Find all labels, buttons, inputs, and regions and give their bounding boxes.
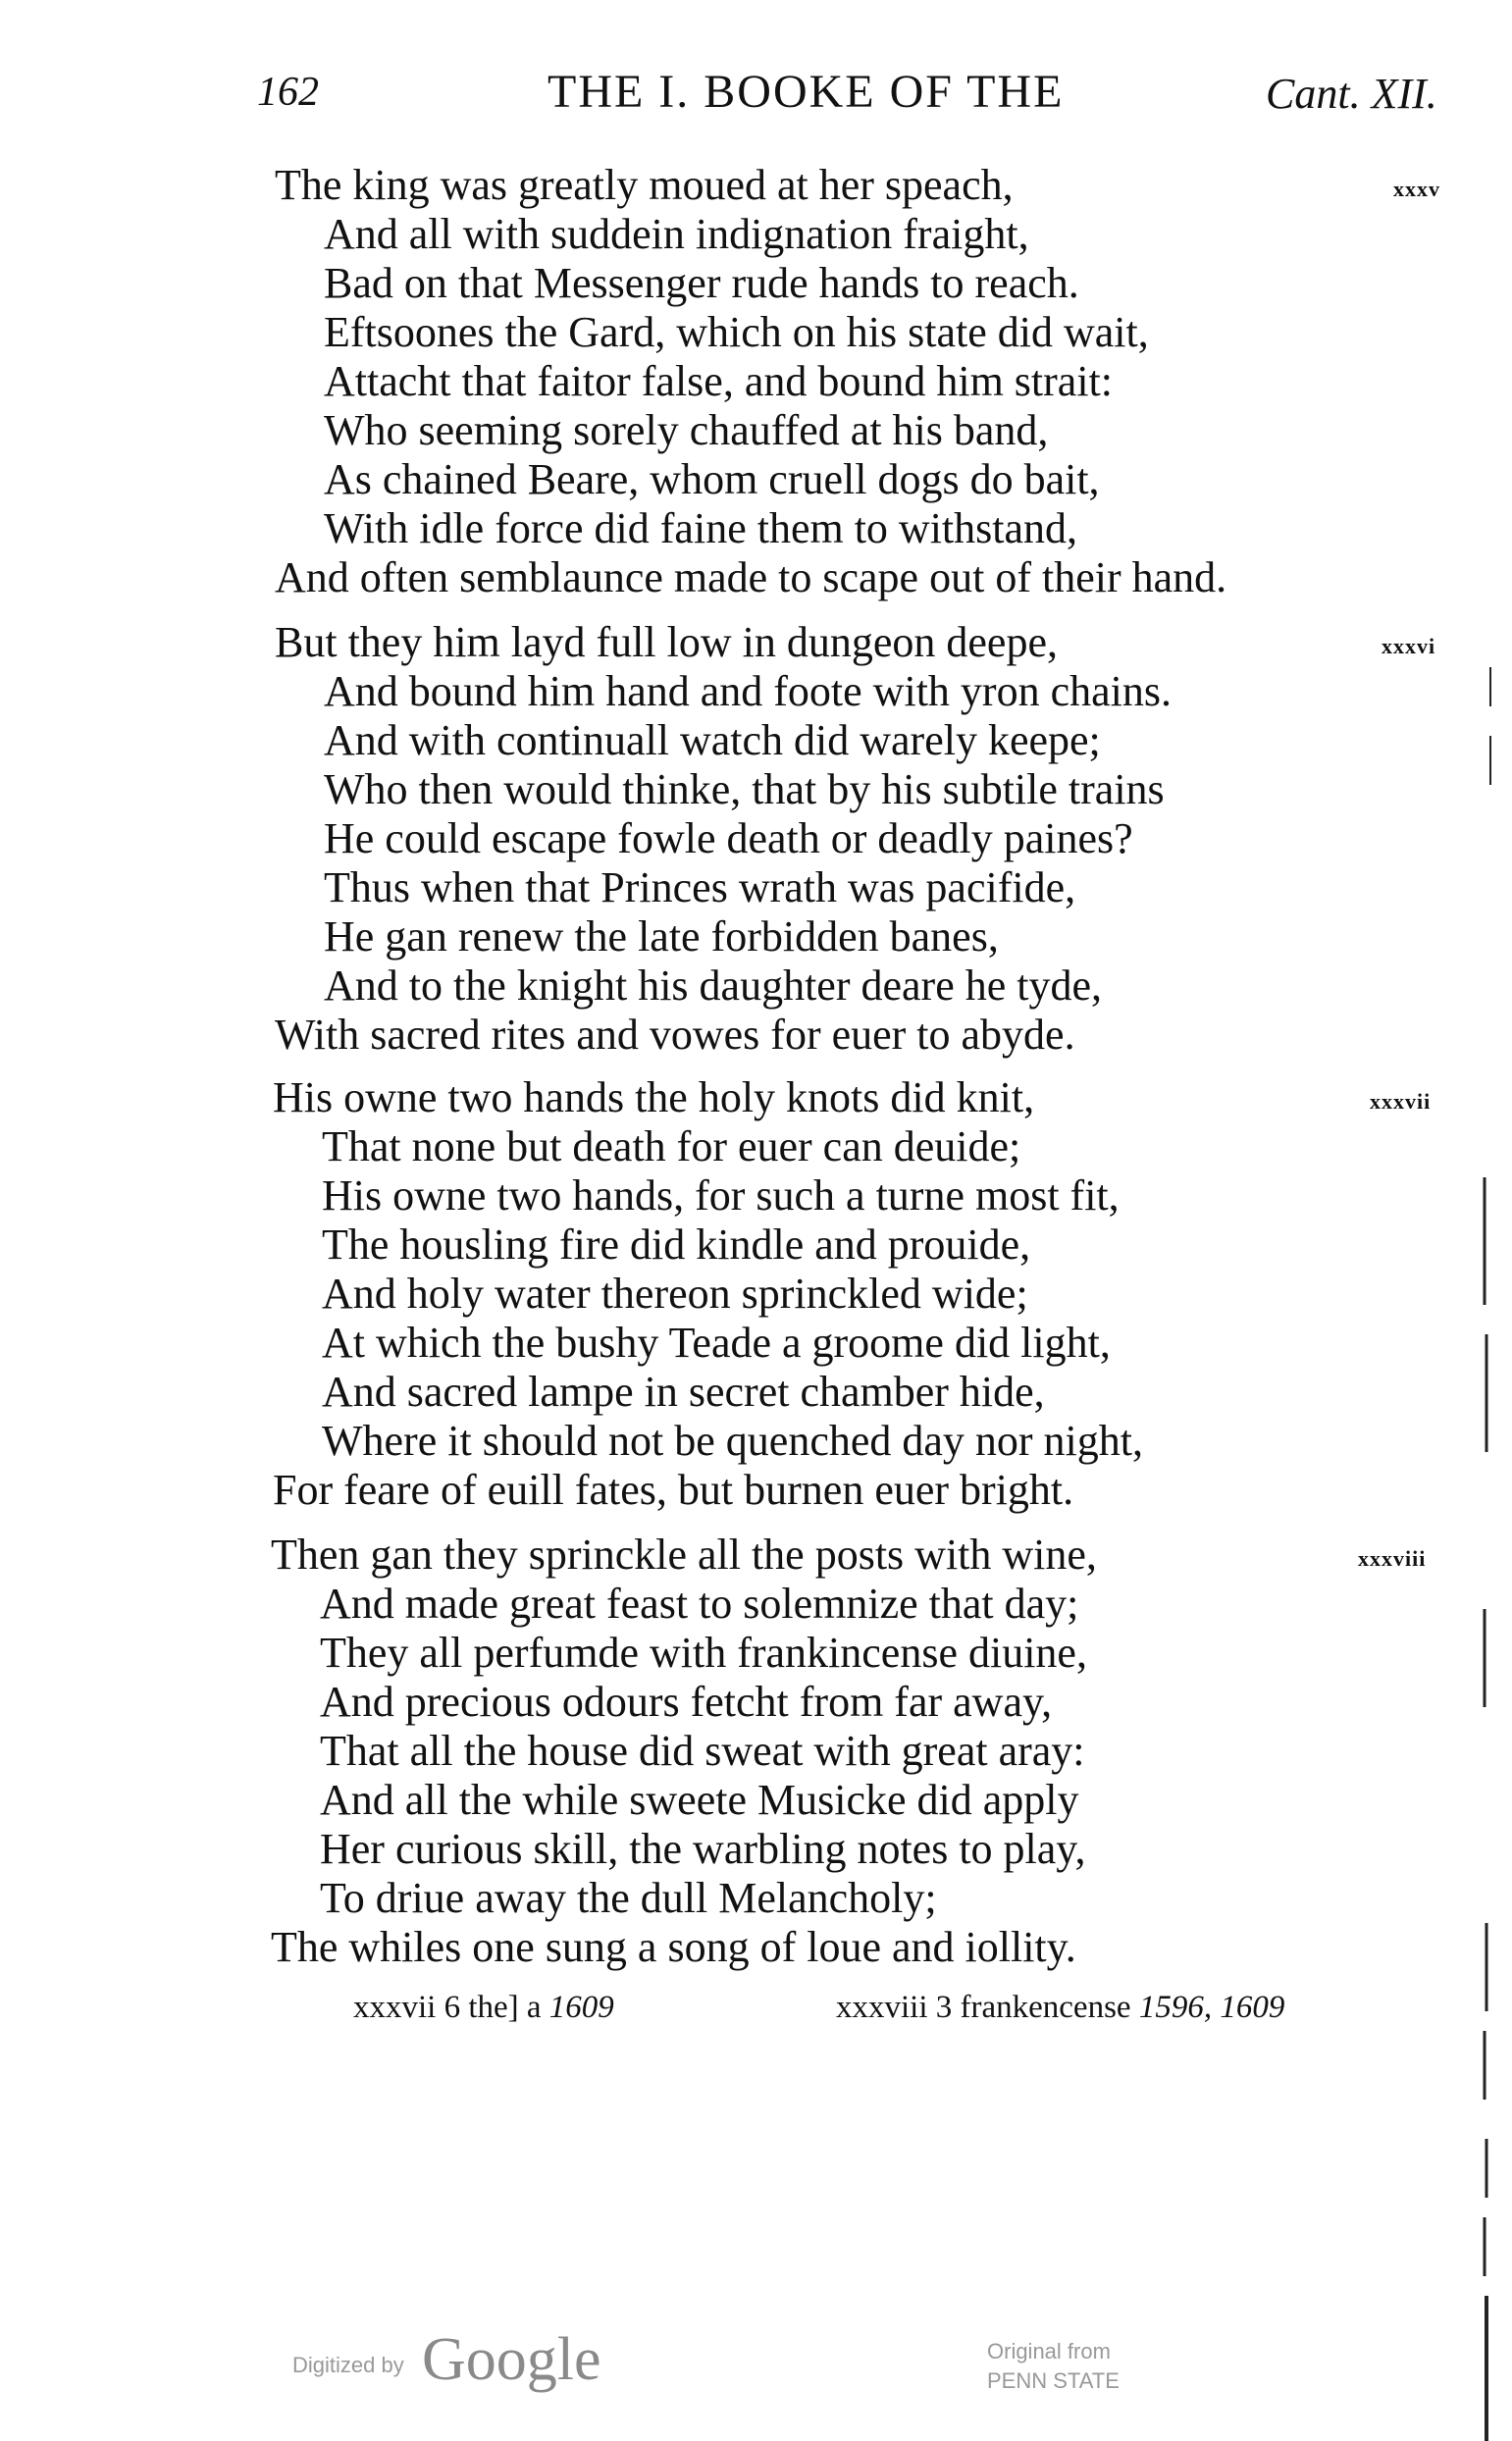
canto-label: Cant. XII. — [1266, 70, 1437, 118]
verse-line: And with continuall watch did warely keepe; — [324, 716, 1101, 764]
stanza-verse — [273, 1073, 1143, 1515]
verse-line: As chained Beare, whom cruell dogs do bait, — [324, 455, 1100, 503]
note-reference: xxxviii 3 frankencense — [836, 1990, 1131, 2025]
verse-line: Who then would thinke, that by his subtile trains — [324, 765, 1165, 813]
institution-name: PENN STATE — [987, 2368, 1120, 2393]
verse-line: And sacred lampe in secret chamber hide, — [322, 1368, 1045, 1416]
verse-line: They all perfumde with frankincense diuine, — [320, 1629, 1087, 1677]
verse-line: Where it should not be quenched day nor night, — [322, 1417, 1144, 1465]
verse-line: And all the while sweete Musicke did apply — [320, 1776, 1079, 1824]
verse-line: And precious odours fetcht from far away, — [320, 1678, 1053, 1726]
scan-edge-marks — [1473, 0, 1512, 2441]
verse-line: That all the house did sweat with great aray: — [320, 1727, 1085, 1775]
stanza-number: xxxviii — [1358, 1546, 1427, 1571]
verse-line: And to the knight his daughter deare he tyde, — [324, 961, 1103, 1010]
verse-line: The housling fire did kindle and prouide, — [322, 1220, 1031, 1269]
verse-line: And all with suddein indignation fraight, — [324, 210, 1029, 258]
google-logo: Google — [422, 2326, 601, 2393]
verse-line: And holy water thereon sprinckled wide; — [322, 1270, 1028, 1318]
verse-line: And bound him hand and foote with yron chains. — [324, 667, 1172, 715]
page-number: 162 — [257, 70, 319, 115]
verse-line: For feare of euill fates, but burnen euer bright. — [273, 1466, 1074, 1514]
verse-line: The king was greatly moued at her speach, — [275, 161, 1014, 209]
verse-line: He gan renew the late forbidden banes, — [324, 912, 999, 961]
verse-line: Then gan they sprinckle all the posts with wine, — [271, 1531, 1097, 1579]
verse-line: Who seeming sorely chauffed at his band, — [324, 406, 1049, 454]
verse-line: His owne two hands the holy knots did knit, — [273, 1073, 1035, 1121]
verse-line: Attacht that faitor false, and bound him strait: — [324, 357, 1114, 405]
verse-line: But they him layd full low in dungeon deepe, — [275, 618, 1058, 666]
verse-line: And made great feast to solemnize that day; — [320, 1580, 1079, 1628]
verse-line: Thus when that Princes wrath was pacifide, — [324, 863, 1076, 911]
stanza-verse — [275, 618, 1172, 1060]
verse-line: With idle force did faine them to withstand, — [324, 504, 1078, 552]
stanza-number: xxxvii — [1370, 1089, 1432, 1114]
verse-line: His owne two hands, for such a turne most fit, — [322, 1171, 1120, 1220]
textual-note — [836, 1990, 1284, 2026]
note-source: 1596, 1609 — [1138, 1990, 1285, 2025]
verse-line: He could escape fowle death or deadly paines? — [324, 814, 1133, 862]
original-from-label: Original from — [987, 2339, 1111, 2363]
verse-line: The whiles one sung a song of loue and iollity. — [271, 1923, 1076, 1971]
note-source: 1609 — [548, 1990, 614, 2025]
stanza-verse — [271, 1531, 1097, 1972]
stanza-verse — [275, 161, 1226, 602]
verse-line: Bad on that Messenger rude hands to reach. — [324, 259, 1079, 307]
verse-line: With sacred rites and vowes for euer to abyde. — [275, 1011, 1075, 1059]
running-head: THE I. BOOKE OF THE — [547, 66, 1065, 118]
verse-line: Eftsoones the Gard, which on his state did wait, — [324, 308, 1149, 356]
verse-line: Her curious skill, the warbling notes to play, — [320, 1825, 1086, 1873]
note-reference: xxxvii 6 the] a — [353, 1990, 542, 2025]
stanza-number: xxxvi — [1382, 634, 1436, 658]
stanza-number: xxxv — [1393, 177, 1440, 201]
verse-line: To driue away the dull Melancholy; — [320, 1874, 937, 1922]
verse-line: And often semblaunce made to scape out of their hand. — [275, 553, 1227, 601]
textual-note — [353, 1990, 614, 2026]
verse-line: At which the bushy Teade a groome did light, — [322, 1319, 1111, 1367]
original-from-block — [987, 2337, 1120, 2396]
digitized-by-label: Digitized by — [292, 2353, 404, 2377]
verse-line: That none but death for euer can deuide; — [322, 1122, 1021, 1170]
